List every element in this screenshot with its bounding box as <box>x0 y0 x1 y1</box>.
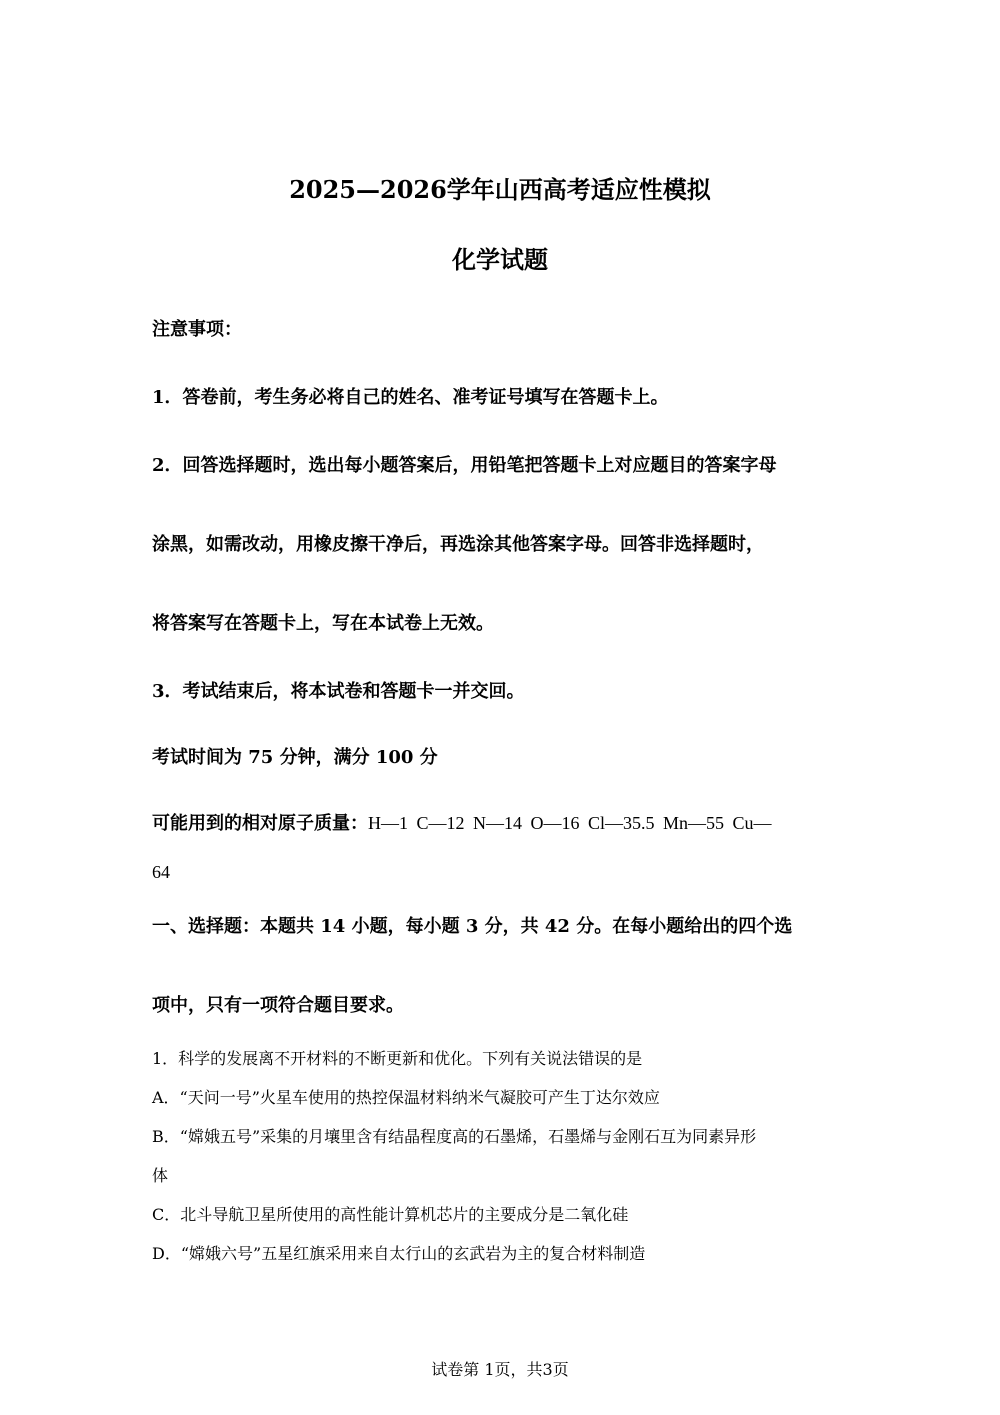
question-1-option-b-line-2: 体 <box>152 1166 169 1185</box>
exam-title: 2025—2026学年山西高考适应性模拟 <box>289 175 711 204</box>
notice-item-2-line-3: 将答案写在答题卡上，写在本试卷上无效。 <box>152 613 494 634</box>
page-footer: 试卷第 1页，共3页 <box>431 1360 569 1379</box>
notice-item-1: 1．答卷前，考生务必将自己的姓名、准考证号填写在答题卡上。 <box>152 387 669 408</box>
section-1-heading-line-1: 一、选择题：本题共 14 小题，每小题 3 分，共 42 分。在每小题给出的四个选 <box>152 916 793 937</box>
question-1-option-c: C．北斗导航卫星所使用的高性能计算机芯片的主要成分是二氧化硅 <box>152 1205 629 1224</box>
section-1-heading-line-2: 项中，只有一项符合题目要求。 <box>152 995 404 1016</box>
question-1-stem: 1．科学的发展离不开材料的不断更新和优化。下列有关说法错误的是 <box>152 1049 643 1068</box>
atomic-mass-label: 可能用到的相对原子质量： <box>152 813 368 834</box>
question-1-option-a: A．“天问一号”火星车使用的热控保温材料纳米气凝胶可产生丁达尔效应 <box>152 1088 660 1107</box>
notice-heading: 注意事项： <box>152 319 242 340</box>
notice-item-2-line-2: 涂黑，如需改动，用橡皮擦干净后，再选涂其他答案字母。回答非选择题时， <box>152 534 764 555</box>
exam-subtitle: 化学试题 <box>452 245 548 274</box>
notice-item-2-line-1: 2．回答选择题时，选出每小题答案后，用铅笔把答题卡上对应题目的答案字母 <box>152 455 777 476</box>
question-1-option-b-line-1: B．“嫦娥五号”采集的月壤里含有结晶程度高的石墨烯，石墨烯与金刚石互为同素异形 <box>152 1127 757 1146</box>
atomic-mass-values-continued: 64 <box>152 862 170 882</box>
atomic-mass-values: H—1 C—12 N—14 O—16 Cl—35.5 Mn—55 Cu— <box>368 813 772 833</box>
notice-item-3: 3．考试结束后，将本试卷和答题卡一并交回。 <box>152 681 525 702</box>
question-1-option-d: D．“嫦娥六号”五星红旗采用来自太行山的玄武岩为主的复合材料制造 <box>152 1244 646 1263</box>
exam-time-info: 考试时间为 75 分钟，满分 100 分 <box>152 747 438 768</box>
atomic-mass-line <box>152 809 848 835</box>
